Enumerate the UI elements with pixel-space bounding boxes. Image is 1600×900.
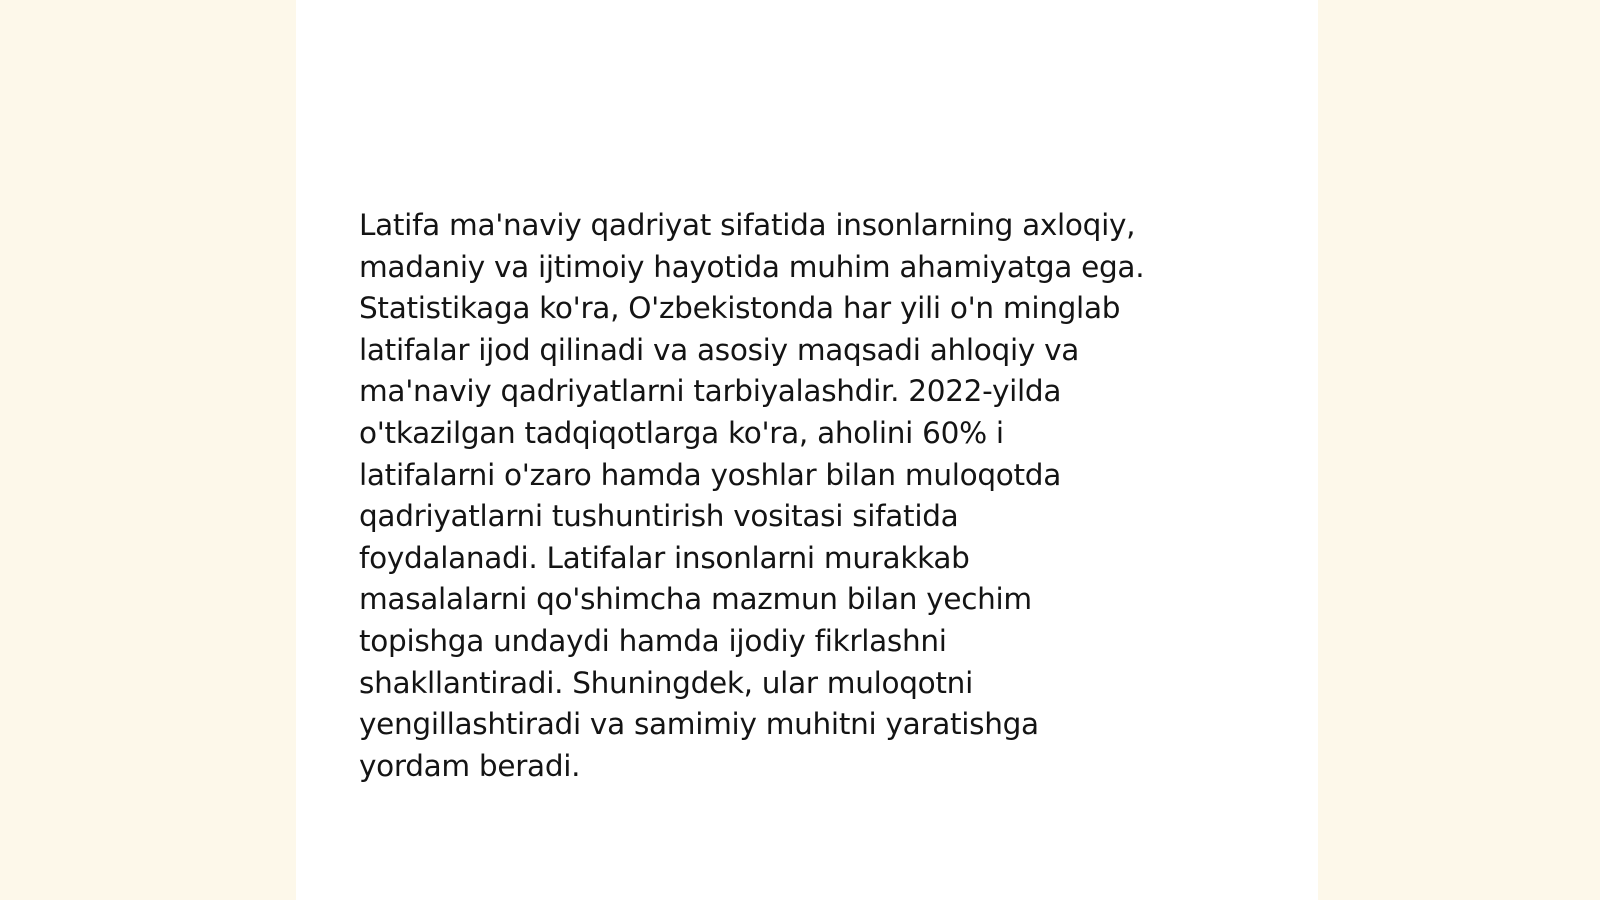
text-line: latifalarni o'zaro hamda yoshlar bilan muloqotda [359, 457, 1062, 492]
slide-page [296, 0, 1318, 900]
text-line: ma'naviy qadriyatlarni tarbiyalashdir. 2022-yilda [359, 374, 1062, 409]
text-line: topishga undaydi hamda ijodiy fikrlashni [359, 623, 947, 658]
text-line: Statistikaga ko'ra, O'zbekistonda har yili o'n minglab [359, 291, 1121, 326]
text-line: yordam beradi. [359, 748, 581, 783]
text-line: shakllantiradi. Shuningdek, ular muloqotni [359, 665, 973, 700]
text-line: masalalarni qo'shimcha mazmun bilan yechim [359, 582, 1032, 617]
text-line: Latifa ma'naviy qadriyat sifatida insonlarning axloqiy, [359, 208, 1136, 242]
text-line: latifalar ijod qilinadi va asosiy maqsadi ahloqiy va [359, 332, 1080, 367]
text-line: o'tkazilgan tadqiqotlarga ko'ra, aholini 60% i [359, 415, 1004, 450]
text-line: madaniy va ijtimoiy hayotida muhim ahamiyatga ega. [359, 249, 1145, 284]
text-line: qadriyatlarni tushuntirish vositasi sifatida [359, 499, 959, 534]
text-line: foydalanadi. Latifalar insonlarni murakkab [359, 540, 970, 575]
text-line: yengillashtiradi va samimiy muhitni yaratishga [359, 707, 1039, 742]
slide-body-text [359, 205, 1249, 787]
